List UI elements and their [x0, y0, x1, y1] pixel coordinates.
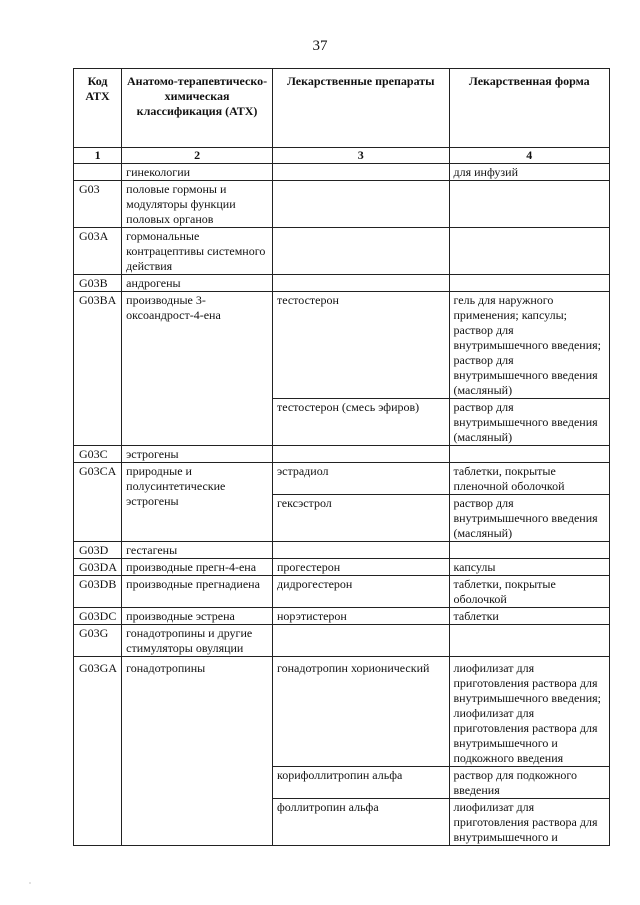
atc-code: G03B [74, 275, 122, 292]
dosage-form: таблетки, покрытые пленочной оболочкой [449, 463, 610, 495]
atc-code: G03G [74, 625, 122, 657]
column-number-row [74, 148, 610, 164]
dosage-form: для инфузий [449, 164, 610, 181]
dosage-form [449, 542, 610, 559]
drug-table [73, 68, 610, 846]
atc-name: половые гормоны и модуляторы функции половых органов [122, 181, 273, 228]
dosage-form: таблетки [449, 608, 610, 625]
table-row [74, 446, 610, 463]
atc-code: G03CA [74, 463, 122, 542]
dosage-form: капсулы [449, 559, 610, 576]
page-number: 37 [312, 38, 328, 54]
drug-name: тестостерон [272, 292, 449, 399]
atc-code: G03DB [74, 576, 122, 608]
atc-name: производные эстрена [122, 608, 273, 625]
table-row [74, 542, 610, 559]
header-atc: Анатомо-терапевтическо-химическая классификация (АТХ) [122, 69, 273, 148]
table-header-row [74, 69, 610, 148]
atc-name: гонадотропины и другие стимуляторы овуляции [122, 625, 273, 657]
table-row [74, 275, 610, 292]
atc-name: производные 3-оксоандрост-4-ена [122, 292, 273, 446]
table-row [74, 625, 610, 657]
table-row [74, 164, 610, 181]
atc-code: G03GA [74, 657, 122, 846]
drug-name: эстрадиол [272, 463, 449, 495]
column-number: 1 [74, 148, 122, 164]
atc-code: G03BA [74, 292, 122, 446]
column-number: 3 [272, 148, 449, 164]
dosage-form [449, 446, 610, 463]
column-number: 2 [122, 148, 273, 164]
atc-name: производные прегнадиена [122, 576, 273, 608]
atc-code: G03C [74, 446, 122, 463]
atc-name: андрогены [122, 275, 273, 292]
drug-name [272, 228, 449, 275]
table-row [74, 228, 610, 275]
column-number: 4 [449, 148, 610, 164]
drug-name [272, 275, 449, 292]
dosage-form: гель для наружного применения; капсулы; раствор для внутримышечного введения; раствор для внутримышечного введения (масляный) [449, 292, 610, 399]
dosage-form: раствор для внутримышечного введения (масляный) [449, 399, 610, 446]
table-row [74, 463, 610, 495]
atc-code: G03DC [74, 608, 122, 625]
atc-name: гестагены [122, 542, 273, 559]
atc-code [74, 164, 122, 181]
dosage-form [449, 275, 610, 292]
drug-name: корифоллитропин альфа [272, 767, 449, 799]
dosage-form [449, 228, 610, 275]
header-code: Код АТХ [74, 69, 122, 148]
atc-name: природные и полусинтетические эстрогены [122, 463, 273, 542]
table-row [74, 559, 610, 576]
scan-dot [28, 880, 34, 886]
table-row [74, 576, 610, 608]
atc-name: эстрогены [122, 446, 273, 463]
atc-code: G03 [74, 181, 122, 228]
atc-code: G03D [74, 542, 122, 559]
table-row [74, 608, 610, 625]
drug-name: прогестерон [272, 559, 449, 576]
dosage-form: лиофилизат для приготовления раствора для внутримышечного и [449, 799, 610, 846]
drug-name [272, 542, 449, 559]
drug-name [272, 625, 449, 657]
drug-name [272, 446, 449, 463]
atc-code: G03A [74, 228, 122, 275]
dosage-form: лиофилизат для приготовления раствора для внутримышечного введения; лиофилизат для приготовления раствора для внутримышечного и подкожного введения [449, 657, 610, 767]
atc-name: гормональные контрацептивы системного действия [122, 228, 273, 275]
atc-code: G03DA [74, 559, 122, 576]
dosage-form [449, 625, 610, 657]
drug-name: норэтистерон [272, 608, 449, 625]
dosage-form: раствор для подкожного введения [449, 767, 610, 799]
drug-name: тестостерон (смесь эфиров) [272, 399, 449, 446]
dosage-form: таблетки, покрытые оболочкой [449, 576, 610, 608]
atc-name: гонадотропины [122, 657, 273, 846]
atc-name: производные прегн-4-ена [122, 559, 273, 576]
header-form: Лекарственная форма [449, 69, 610, 148]
drug-name: гексэстрол [272, 495, 449, 542]
drug-name [272, 181, 449, 228]
drug-name: гонадотропин хорионический [272, 657, 449, 767]
drug-name: фоллитропин альфа [272, 799, 449, 846]
drug-name [272, 164, 449, 181]
atc-name: гинекологии [122, 164, 273, 181]
table-row [74, 292, 610, 399]
drug-name: дидрогестерон [272, 576, 449, 608]
table-row [74, 657, 610, 767]
dosage-form: раствор для внутримышечного введения (масляный) [449, 495, 610, 542]
dosage-form [449, 181, 610, 228]
table-row [74, 181, 610, 228]
header-drugs: Лекарственные препараты [272, 69, 449, 148]
